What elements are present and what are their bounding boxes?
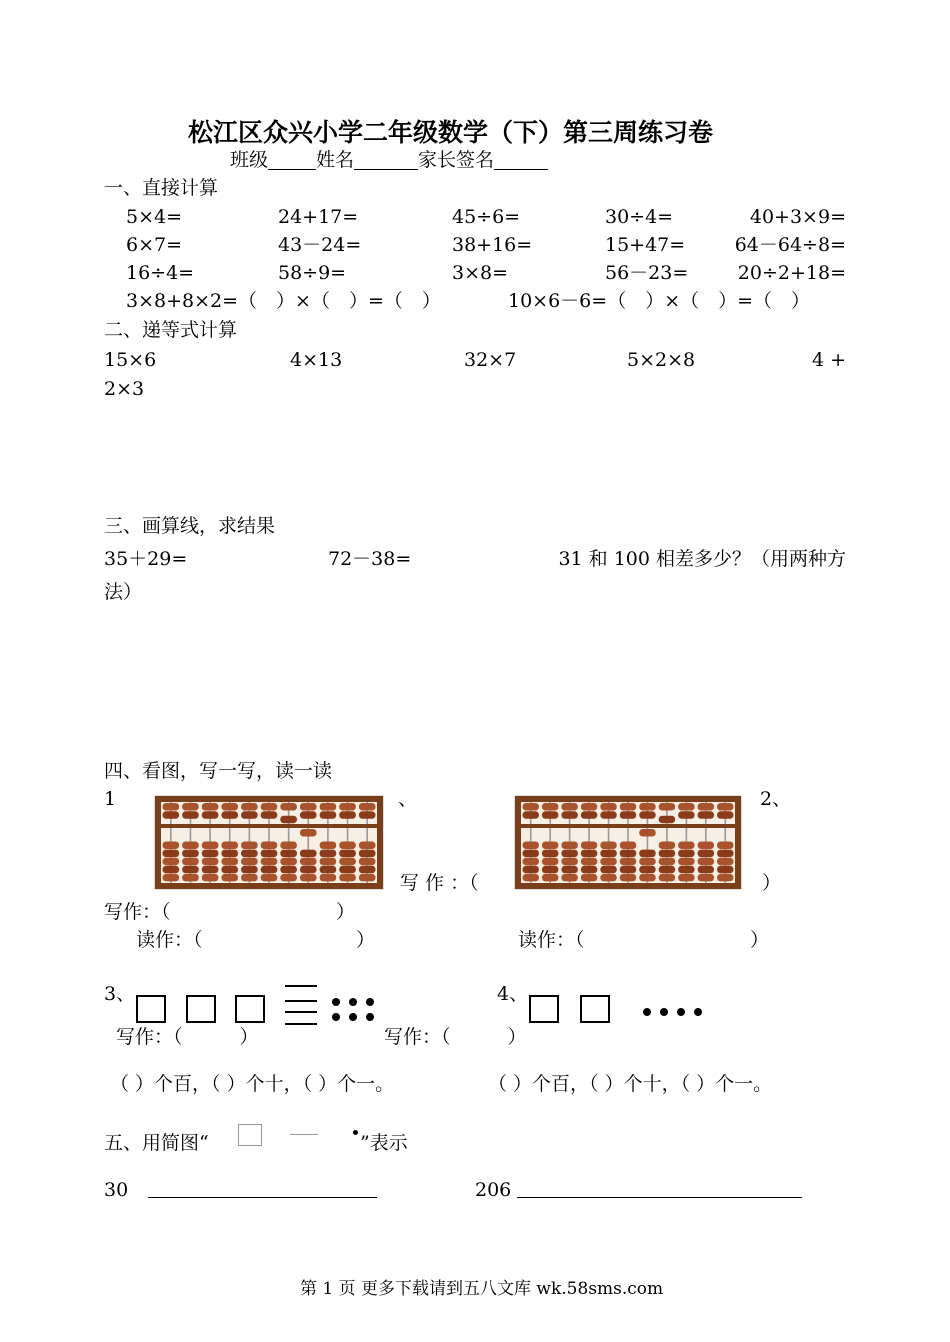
calc-r1-c4: 30÷4= [605, 206, 674, 228]
step-item-2: 4×13 [290, 349, 343, 371]
calc-r2-c5: 64－64÷8= [734, 234, 846, 256]
hundred-square [529, 995, 559, 1023]
one-dot [694, 1008, 702, 1016]
answer-line-2[interactable] [517, 1197, 802, 1198]
item-3-number: 3、 [104, 983, 136, 1005]
hundred-square [186, 995, 216, 1023]
abacus-1 [154, 795, 384, 890]
ten-line [285, 1011, 317, 1013]
place-value-b: （ ）个百，（ ）个十，（ ）个一。 [488, 1073, 773, 1095]
section-1-heading: 一、直接计算 [104, 177, 219, 199]
calc-r1-c5: 40+3×9= [749, 206, 846, 228]
calc-r2-c3: 38+16= [452, 234, 533, 256]
info-line [230, 151, 548, 170]
represent-number-1: 30 [104, 1179, 129, 1201]
legend-dot-icon [353, 1130, 358, 1135]
step-item-1: 15×6 [104, 349, 157, 371]
parent-blank[interactable] [494, 152, 548, 170]
one-dot [332, 998, 340, 1006]
legend-square-icon [238, 1124, 262, 1146]
step-item-4: 5×2×8 [627, 349, 696, 371]
ten-line [285, 985, 317, 987]
one-dot [366, 998, 374, 1006]
write-2-close: ） [762, 872, 782, 894]
one-dot [349, 1013, 357, 1021]
abacus-2 [514, 795, 742, 890]
calc-r2-c1: 6×7= [126, 234, 183, 256]
read-1-label: 读作：（ [136, 929, 203, 951]
calc-r3-c1: 16÷4= [126, 262, 195, 284]
numberline-q3-wrap: 法） [104, 581, 143, 603]
calc-r2-c4: 15+47= [605, 234, 686, 256]
represent-number-2: 206 [475, 1179, 512, 1201]
calc-r1-c3: 45÷6= [452, 206, 521, 228]
step-item-5: 4 + [811, 349, 846, 371]
read-2-close: ） [750, 929, 770, 951]
one-dot [366, 1013, 374, 1021]
item-4-number: 4、 [497, 983, 529, 1005]
section-3-heading: 三、画算线，求结果 [104, 515, 276, 537]
read-2-label: 读作：（ [518, 929, 585, 951]
name-blank[interactable] [354, 152, 418, 170]
fill-expression-b: 10×6－6=（ ）×（ ）=（ ） [508, 290, 811, 312]
write-1-close: ） [336, 901, 356, 923]
parent-label: 家长签名 [418, 149, 495, 171]
one-dot [332, 1013, 340, 1021]
class-blank[interactable] [268, 152, 316, 170]
section-5-heading-end: ”表示 [360, 1132, 408, 1154]
write-3-label: 写作：（ ） [116, 1026, 259, 1048]
ten-line [285, 1023, 317, 1025]
one-dot [349, 998, 357, 1006]
calc-r3-c5: 20÷2+18= [737, 262, 846, 284]
read-1-close: ） [356, 929, 376, 951]
page-footer: 第 1 页 更多下载请到五八文库 wk.58sms.com [300, 1279, 664, 1299]
write-4-label: 写作：（ ） [384, 1026, 527, 1048]
section-4-heading: 四、看图，写一写，读一读 [104, 760, 333, 782]
abacus-1-drawing [155, 796, 383, 889]
calc-r1-c1: 5×4= [126, 206, 183, 228]
section-2-heading: 二、递等式计算 [104, 319, 238, 341]
one-dot [677, 1008, 685, 1016]
calc-r2-c2: 43－24= [278, 234, 362, 256]
hundred-square [235, 995, 265, 1023]
write-2-label: 写 作 ：（ [400, 872, 479, 894]
step-item-5-wrap: 2×3 [104, 378, 145, 400]
calc-r3-c2: 58÷9= [278, 262, 347, 284]
abacus-2-drawing [515, 796, 741, 889]
calc-r1-c2: 24+17= [278, 206, 359, 228]
place-value-a: （ ）个百，（ ）个十，（ ）个一。 [110, 1073, 395, 1095]
abacus-1-number: 1 [104, 788, 117, 810]
write-1-label: 写作：（ [104, 901, 171, 923]
section-5-heading-start: 五、用简图“ [104, 1132, 209, 1154]
numberline-q1: 35＋29= [104, 548, 188, 570]
abacus-2-number: 2、 [760, 788, 792, 810]
hundred-square [136, 995, 166, 1023]
numberline-q2: 72－38= [328, 548, 412, 570]
step-item-3: 32×7 [464, 349, 517, 371]
answer-line-1[interactable] [148, 1197, 377, 1198]
page-title: 松江区众兴小学二年级数学（下）第三周练习卷 [188, 118, 714, 147]
fill-expression-a: 3×8+8×2=（ ）×（ ）=（ ） [126, 290, 441, 312]
legend-line-icon [290, 1134, 318, 1135]
calc-r3-c4: 56－23= [605, 262, 689, 284]
calc-r3-c3: 3×8= [452, 262, 509, 284]
hundred-square [580, 995, 610, 1023]
class-label: 班级 [230, 149, 269, 171]
abacus-1-separator: 、 [398, 788, 418, 810]
one-dot [643, 1008, 651, 1016]
numberline-q3: 31 和 100 相差多少？（用两种方 [558, 548, 846, 570]
ten-line [285, 1000, 317, 1002]
name-label: 姓名 [316, 149, 355, 171]
one-dot [660, 1008, 668, 1016]
